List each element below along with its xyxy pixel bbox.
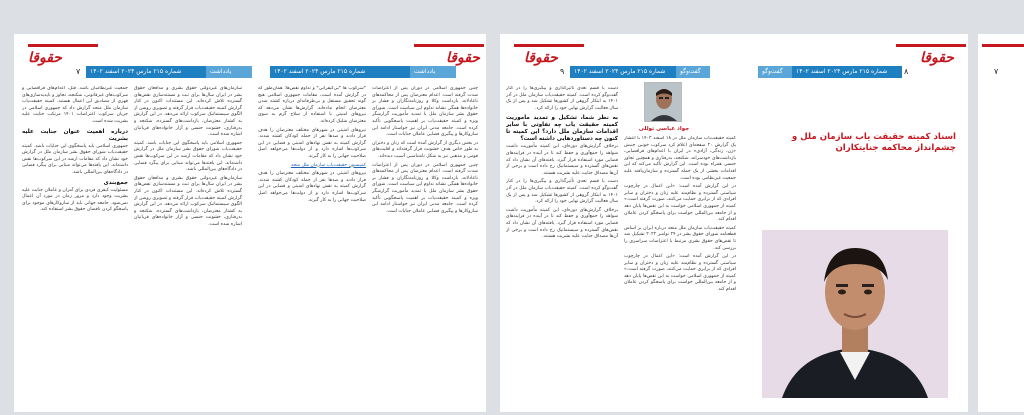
section-tag: گفت‌وگو — [758, 66, 792, 78]
paragraph: در بخش دیگری از گزارش آمده است که زنان و دختران به طور خاص هدف خشونت قرار گرفته‌اند و اقلیت‌های قومی و مذهبی نیز به شکل نامتناسبی آسیب دیده‌اند. — [372, 140, 478, 159]
paragraph: مسئولیت کیفری فردی برای آمران و عاملان جنایت علیه بشریت وجود دارد و مرور زمان در مورد آن اعمال نمی‌شود. جامعه جهانی باید از سازوکارهای موجود برای پاسخگو کردن ناقضان حقوق بشر استفاده کند. — [22, 187, 128, 213]
author-name: جواد عباسی توللی — [638, 126, 690, 132]
section-tag: یادداشت حقوقی — [206, 66, 252, 78]
text-column — [22, 86, 128, 406]
header-accent-line — [514, 44, 584, 47]
header-accent-line — [896, 44, 966, 47]
paragraph: دست یا قسم تعدی تأثیرگذاری و پیگیری‌ها را در کنار گفت‌وگو کرده است. کمیته حقیقت‌یاب سازمان ملل در آذر ۱۴۰۱ به ابتکار گروهی از کشورها تشکیل شد و پس از یک سال فعالیت گزارش نهایی خود را ارائه کرد. — [506, 86, 618, 111]
header-accent-line — [28, 44, 98, 47]
paragraph: جمهوری اسلامی باید پاسخگوی این جنایات باشد. کمیته حقیقت‌یاب شورای حقوق بشر سازمان ملل در گزارش خود نشان داد که مقامات ارشد در این سرکوب‌ها نقش داشته‌اند. این یافته‌ها می‌تواند مبنایی برای پیگرد قضایی در دادگاه‌های بین‌المللی باشد. — [22, 143, 128, 175]
text-column — [258, 86, 366, 406]
paragraph: چنین جمهوری اسلامی در دوران پس از اعتراضات شدت گرفته است. اعدام معترضان پس از محاکمه‌های ناعادلانه، بازداشت وکلا و روزنامه‌نگاران و فشار بر خانواده‌ها همگی نشانه تداوم این سیاست است. شورای حقوق بشر سازمان ملل با تمدید مأموریت گزارشگر ویژه و کمیته حقیقت‌یاب بر اهمیت پاسخگویی تأکید کرده است. جامعه مدنی ایران نیز خواستار ادامه این سازوکارها و پیگیری قضایی عاملان جنایات است. — [372, 162, 478, 214]
text-column — [372, 86, 478, 406]
interview-question: به نظر شما، تشکیل و تمدید ماموریت کمیته حقیقت یاب چه تفاوتی با سایر اقدامات سازمان ملل دارد؟ این کمیته تا کنون چه دستاوردهایی داشته است؟ — [506, 115, 618, 143]
page-gutter — [486, 34, 500, 412]
paragraph: کمیته حقیقت‌یاب سازمان ملل در ۱۸ اسفند ۱۴۰۲ با انتشار یک گزارش ۲۰ صفحه‌ای اعلام کرد سرکوب خونین جنبش «زن، زندگی، آزادی» در ایران با اعدام‌های فراقضایی، بازداشت‌های خودسرانه، شکنجه، بدرفتاری و همچنین تجاوز جنسی همراه بوده است. این گزارش تأکید می‌کند که این اقدامات بخشی از یک حمله گسترده و سازمان‌یافته علیه جمعیت غیرنظامی بوده است. — [624, 136, 736, 181]
article-title: اسناد کمیته حقیقت یاب سازمان ملل و چشم‌انداز محاکمه جنایتکاران — [791, 132, 956, 153]
author-photo — [644, 82, 682, 122]
section-tag: یادداشت حقوقی — [410, 66, 456, 78]
header-accent-line — [982, 44, 1024, 47]
paragraph: در این گزارش آمده است: «این اعمال در چارچوب سیاستی گسترده و نظام‌مند علیه زنان و دختران و سایر افرادی که از برابری حمایت می‌کنند، صورت گرفته است.» کمیته از جمهوری اسلامی خواست به این نقض‌ها پایان دهد و از جامعه بین‌المللی خواست برای پاسخگو کردن عاملان اقدام کند. — [624, 184, 736, 223]
issue-bar: شماره ۲۱۵ مارس ۲۰۲۴ اسفند ۱۴۰۲ — [792, 66, 902, 78]
page-right — [500, 34, 968, 412]
paragraph: در این گزارش آمده است: «این اعمال در چارچوب سیاستی گسترده و نظام‌مند علیه زنان و دختران و سایر افرادی که از برابری حمایت می‌کنند، صورت گرفته است.» کمیته از جمهوری اسلامی خواست به این نقض‌ها پایان دهد و از جامعه بین‌المللی خواست برای پاسخگو کردن عاملان اقدام کند. — [624, 254, 736, 293]
text-column — [134, 86, 242, 406]
header-accent-line — [414, 44, 484, 47]
paragraph: برخلاف گزارش‌های دوره‌ای، این کمیته مأموریت داشت شواهد را جمع‌آوری و حفظ کند تا در آینده در فرایندهای قضایی مورد استفاده قرار گیرد. یافته‌های آن نشان داد که نقض‌های گسترده و سیستماتیک رخ داده است و برخی از آن‌ها مصداق جنایت علیه بشریت هستند. — [506, 207, 618, 240]
paragraph: سازمان‌های غیردولتی حقوق بشری و مدافعان حقوق بشر در ایران سال‌ها برای ثبت و مستندسازی نقض‌های گسترده تلاش کرده‌اند. این مستندات اکنون در کنار گزارش کمیته حقیقت‌یاب قرار گرفته و تصویری روشن از الگوی سیستماتیک سرکوب ارائه می‌دهد. در این گزارش به کشتار معترضان، بازداشت‌های گسترده، شکنجه و بدرفتاری، خشونت جنسی و آزار خانواده‌های قربانیان اشاره شده است. — [134, 86, 242, 138]
paragraph: کمیته حقیقت‌یاب سازمان ملل متحد درباره ایران بر اساس قطعنامه شورای حقوق بشر در ۲۴ نوامبر ۲۰۲۲ تشکیل شد تا نقض‌های حقوق بشری مرتبط با اعتراضات سراسری را بررسی کند. — [624, 225, 736, 251]
page-number: ۸ — [904, 67, 909, 76]
issue-bar: شماره ۲۱۵ مارس ۲۰۲۴ اسفند ۱۴۰۲ — [86, 66, 206, 78]
paragraph: برخلاف گزارش‌های دوره‌ای، این کمیته مأموریت داشت شواهد را جمع‌آوری و حفظ کند تا در آینده در فرایندهای قضایی مورد استفاده قرار گیرد. یافته‌های آن نشان داد که نقض‌های گسترده و سیستماتیک رخ داده است و برخی از آن‌ها مصداق جنایت علیه بشریت هستند. — [506, 144, 618, 176]
section-tag: گفت‌وگو — [676, 66, 710, 78]
magazine-logo: حقوقا — [446, 50, 480, 66]
report-link[interactable]: کمیسیون حقیقت‌یاب سازمان ملل متحد — [290, 162, 366, 168]
text-column — [624, 136, 736, 406]
paragraph: نیروهای امنیتی در شهرهای مختلف معترضان را هدف قرار دادند و صدها نفر از جمله کودکان کشته شدند. گزارش کمیته به نقش نهادهای امنیتی و قضایی در این سرکوب‌ها اشاره دارد و از دولت‌ها می‌خواهد اصل صلاحیت جهانی را به کار گیرند. — [258, 127, 366, 159]
text-column — [506, 86, 618, 406]
paragraph: دست یا قسم تعدی تأثیرگذاری و پیگیری‌ها را در کنار گفت‌وگو کرده است. کمیته حقیقت‌یاب سازمان ملل در آذر ۱۴۰۱ به ابتکار گروهی از کشورها تشکیل شد و پس از یک سال فعالیت گزارش نهایی خود را ارائه کرد. — [506, 179, 618, 205]
magazine-logo: حقوقا — [920, 50, 954, 66]
paragraph: جمهوری اسلامی باید پاسخگوی این جنایات باشد. کمیته حقیقت‌یاب شورای حقوق بشر سازمان ملل در گزارش خود نشان داد که مقامات ارشد در این سرکوب‌ها نقش داشته‌اند. این یافته‌ها می‌تواند مبنایی برای پیگرد قضایی در دادگاه‌های بین‌المللی باشد. — [134, 140, 242, 173]
magazine-logo: حقوقا — [28, 50, 62, 66]
paragraph: سازمان‌های غیردولتی حقوق بشری و مدافعان حقوق بشر در ایران سال‌ها برای ثبت و مستندسازی نقض‌های گسترده تلاش کرده‌اند. این مستندات اکنون در کنار گزارش کمیته حقیقت‌یاب قرار گرفته و تصویری روشن از الگوی سیستماتیک سرکوب ارائه می‌دهد. در این گزارش به کشتار معترضان، بازداشت‌های گسترده، شکنجه و بدرفتاری، خشونت جنسی و آزار خانواده‌های قربانیان اشاره شده است. — [134, 175, 242, 227]
magazine-logo: حقوقا — [524, 50, 558, 66]
featured-photo — [762, 230, 948, 398]
page-number: ۷ — [76, 67, 81, 76]
paragraph: جمعیت غیرنظامیان باشد. قتل، اعدام‌های فراقضایی و سرکوب‌های غیرقانونی، شکنجه، تجاوز و ناپدیدسازی‌های قهری از مصادیق این اعمال هستند. کمیته حقیقت‌یاب سازمان ملل متحد گزارش داد که جمهوری اسلامی در جریان سرکوب اعتراضات ۱۴۰۱ مرتکب جنایت علیه بشریت شده است. — [22, 86, 128, 124]
section-heading: جمع‌بندی — [103, 179, 128, 186]
section-heading: درباره اهمیت عنوان جنایت علیه بشریت — [22, 128, 128, 142]
page-number: ۹ — [560, 67, 565, 76]
paragraph — [258, 163, 366, 170]
page-left — [14, 34, 486, 412]
paragraph: *سرکوب ها *بی‌کیفرانی* و تداوم نقض‌ها: همان‌طور که در گزارش آمده است، مقامات جمهوری اسلامی هیچ گونه تحقیق مستقل و بی‌طرفانه‌ای درباره کشته شدن معترضان انجام نداده‌اند. گزارش‌ها نشان می‌دهد که نیروهای امنیتی با استفاده از سلاح گرم به سوی معترضان شلیک کرده‌اند. — [258, 86, 366, 124]
page-number: ۷ — [994, 67, 999, 76]
paragraph: چنین جمهوری اسلامی در دوران پس از اعتراضات شدت گرفته است. اعدام معترضان پس از محاکمه‌های ناعادلانه، بازداشت وکلا و روزنامه‌نگاران و فشار بر خانواده‌ها همگی نشانه تداوم این سیاست است. شورای حقوق بشر سازمان ملل با تمدید مأموریت گزارشگر ویژه و کمیته حقیقت‌یاب بر اهمیت پاسخگویی تأکید کرده است. جامعه مدنی ایران نیز خواستار ادامه این سازوکارها و پیگیری قضایی عاملان جنایات است. — [372, 86, 478, 138]
page-partial — [978, 34, 1024, 412]
paragraph: نیروهای امنیتی در شهرهای مختلف معترضان را هدف قرار دادند و صدها نفر از جمله کودکان کشته شدند. گزارش کمیته به نقش نهادهای امنیتی و قضایی در این سرکوب‌ها اشاره دارد و از دولت‌ها می‌خواهد اصل صلاحیت جهانی را به کار گیرند. — [258, 171, 366, 203]
issue-bar: شماره ۲۱۵ مارس ۲۰۲۴ اسفند ۱۴۰۲ — [570, 66, 678, 78]
issue-bar: شماره ۲۱۵ مارس ۲۰۲۴ اسفند ۱۴۰۲ — [270, 66, 410, 78]
